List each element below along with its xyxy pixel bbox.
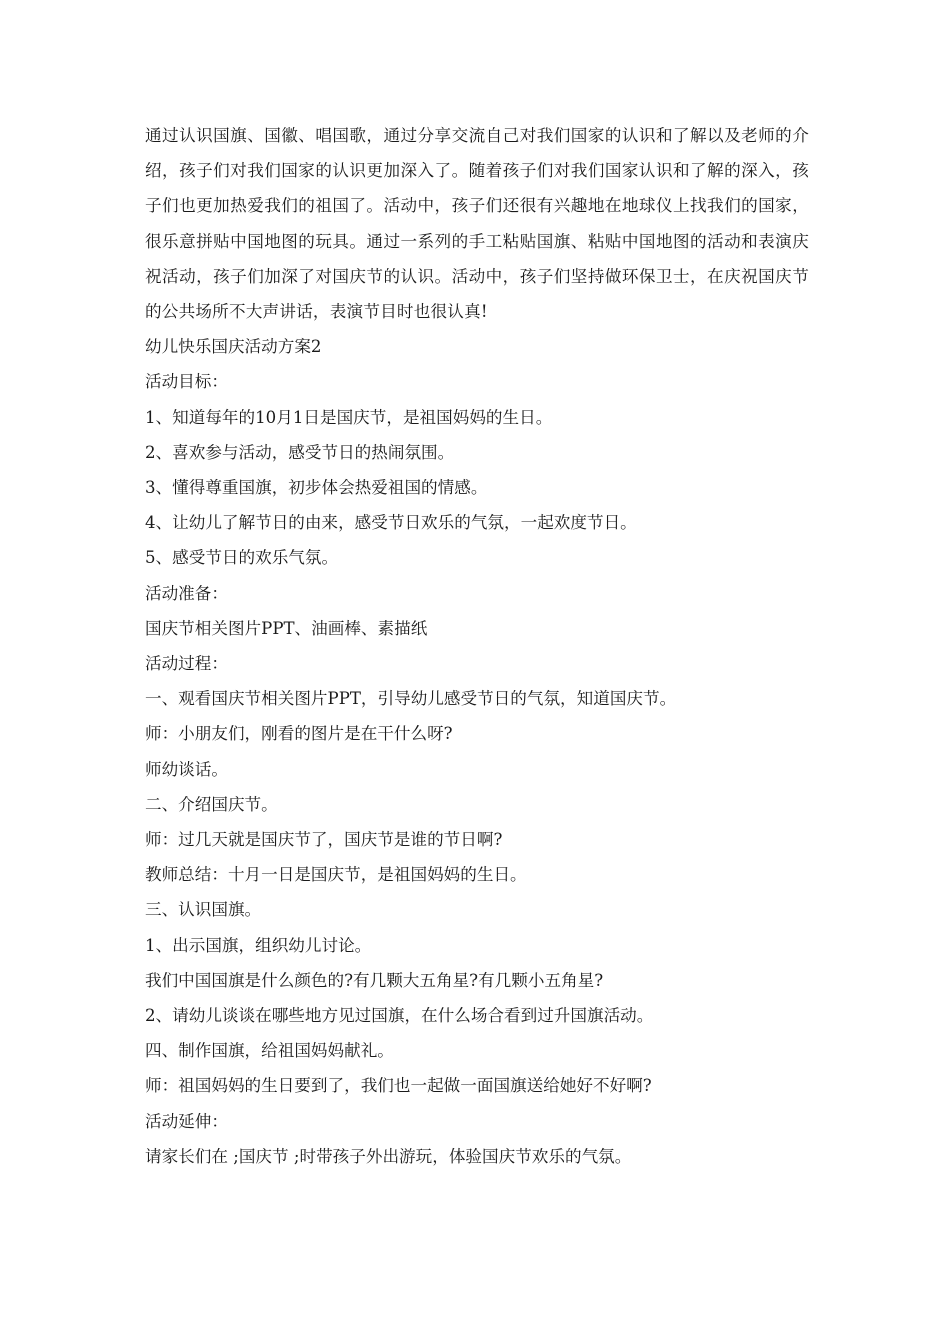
process-step: 四、制作国旗，给祖国妈妈献礼。 [145,1041,394,1061]
process-substep: 1、出示国旗，组织幼儿讨论。 [145,935,372,955]
section-heading-process: 活动过程： [145,654,228,674]
process-substep: 2、请幼儿谈谈在哪些地方见过国旗，在什么场合看到过升国旗活动。 [145,1006,654,1026]
intro-paragraph: 通过认识国旗、国徽、唱国歌，通过分享交流自己对我们国家的认识和了解以及老师的介绍，孩子们对我们国家的认识更加深入了。随着孩子们对我们国家认识和了解的深入，孩子们也更加热爱我们的祖国了。活动中，孩子们还很有兴趣地在地球仪上找我们的国家，很乐意拼贴中国地图的玩具。通过一系列的手工粘贴国旗、粘贴中国地图的活动和表演庆祝活动，孩子们加深了对国庆节的认识。活动中，孩子们坚持做环保卫士，在庆祝国庆节的公共场所不大声讲话，表演节目时也很认真! [145,126,809,322]
goal-item: 5、感受节日的欢乐气氛。 [145,548,339,568]
preparation-text: 国庆节相关图片PPT、油画棒、素描纸 [145,618,428,638]
process-text: 师幼谈话。 [145,759,228,779]
section-heading-goals: 活动目标： [145,372,228,392]
process-step: 三、认识国旗。 [145,900,262,920]
process-text: 我们中国国旗是什么颜色的?有几颗大五角星?有几颗小五角星? [145,970,604,990]
process-step: 二、介绍国庆节。 [145,794,278,814]
extension-text: 请家长们在 ;国庆节 ;时带孩子外出游玩，体验国庆节欢乐的气氛。 [145,1146,632,1166]
goal-item: 3、懂得尊重国旗，初步体会热爱祖国的情感。 [145,478,488,498]
document-body [145,118,809,1174]
teacher-dialogue: 师：过几天就是国庆节了，国庆节是谁的节日啊? [145,830,503,850]
section-heading-extension: 活动延伸： [145,1111,228,1131]
goal-item: 2、喜欢参与活动，感受节日的热闹氛围。 [145,442,455,462]
section-heading-preparation: 活动准备： [145,583,228,603]
goal-item: 4、让幼儿了解节日的由来，感受节日欢乐的气氛，一起欢度节日。 [145,513,637,533]
goal-item: 1、知道每年的10月1日是国庆节，是祖国妈妈的生日。 [145,407,553,427]
plan-title: 幼儿快乐国庆活动方案2 [145,337,322,357]
process-text: 教师总结：十月一日是国庆节，是祖国妈妈的生日。 [145,865,527,885]
teacher-dialogue: 师：小朋友们，刚看的图片是在干什么呀? [145,724,453,744]
process-step: 一、观看国庆节相关图片PPT，引导幼儿感受节日的气氛，知道国庆节。 [145,689,677,709]
teacher-dialogue: 师：祖国妈妈的生日要到了，我们也一起做一面国旗送给她好不好啊? [145,1076,652,1096]
